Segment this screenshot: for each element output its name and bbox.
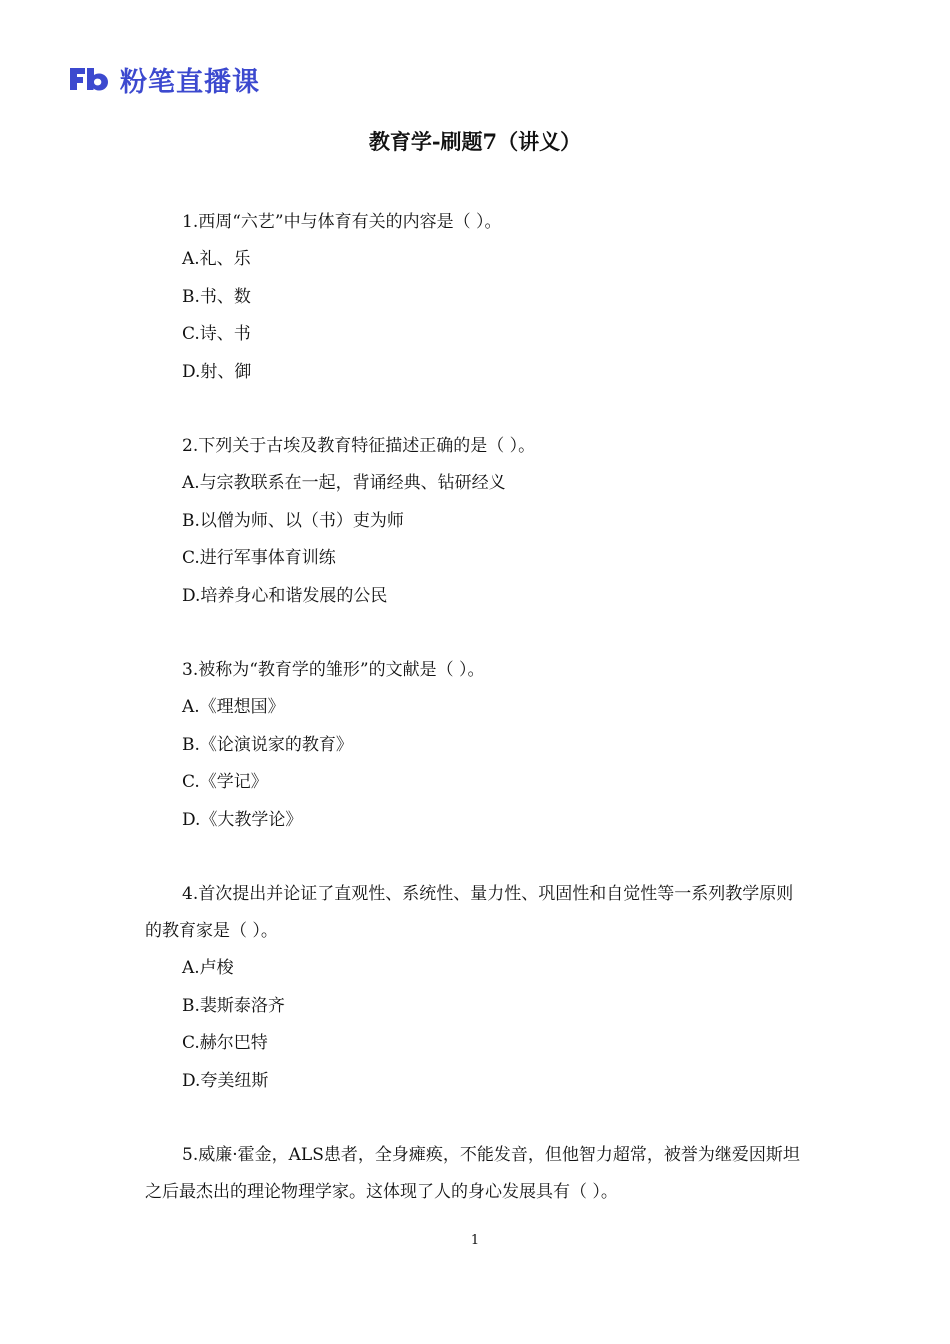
- question-4: [145, 876, 810, 1100]
- question-3: [145, 652, 810, 839]
- brand-logo: [68, 62, 260, 96]
- option-b: B.裴斯泰洛齐: [182, 995, 285, 1016]
- question-stem: 2.下列关于古埃及教育特征描述正确的是（ ）。: [182, 436, 536, 456]
- option-c: C.赫尔巴特: [182, 1033, 268, 1053]
- option-d: D.射、御: [182, 361, 252, 382]
- fenbi-fb-logo-icon: [68, 66, 110, 92]
- option-c: C.诗、书: [182, 324, 251, 344]
- option-c: C.《学记》: [182, 772, 268, 792]
- question-5: [145, 1137, 810, 1211]
- question-stem: 3.被称为“教育学的雏形”的文献是（ ）。: [182, 660, 485, 680]
- question-2: [145, 428, 810, 615]
- question-stem: 1.西周“六艺”中与体育有关的内容是（ ）。: [182, 212, 502, 232]
- page-number: 1: [470, 1233, 480, 1248]
- option-b: B.书、数: [182, 286, 251, 307]
- option-b: B.《论演说家的教育》: [182, 734, 353, 755]
- option-d: D.夸美纽斯: [182, 1070, 269, 1091]
- question-stem: 4.首次提出并论证了直观性、系统性、量力性、巩固性和自觉性等一系列教学原则的教育家是（ ）。: [145, 884, 794, 941]
- question-1: [145, 204, 810, 391]
- option-a: A.《理想国》: [182, 697, 285, 717]
- option-d: D.《大教学论》: [182, 809, 303, 830]
- option-d: D.培养身心和谐发展的公民: [182, 585, 388, 606]
- question-list: [145, 204, 810, 1248]
- question-stem: 5.威廉·霍金，ALS患者，全身瘫痪，不能发音，但他智力超常，被誉为继爱因斯坦之后最杰出的理论物理学家。这体现了人的身心发展具有（ ）。: [145, 1145, 800, 1202]
- brand-name: 粉笔直播课: [120, 66, 260, 98]
- option-a: A.卢梭: [182, 958, 234, 978]
- option-a: A.与宗教联系在一起，背诵经典、钻研经义: [182, 473, 506, 493]
- option-a: A.礼、乐: [182, 249, 251, 269]
- option-c: C.进行军事体育训练: [182, 548, 336, 568]
- option-b: B.以僧为师、以（书）吏为师: [182, 510, 404, 531]
- document-title: 教育学-刷题7（讲义）: [368, 129, 582, 154]
